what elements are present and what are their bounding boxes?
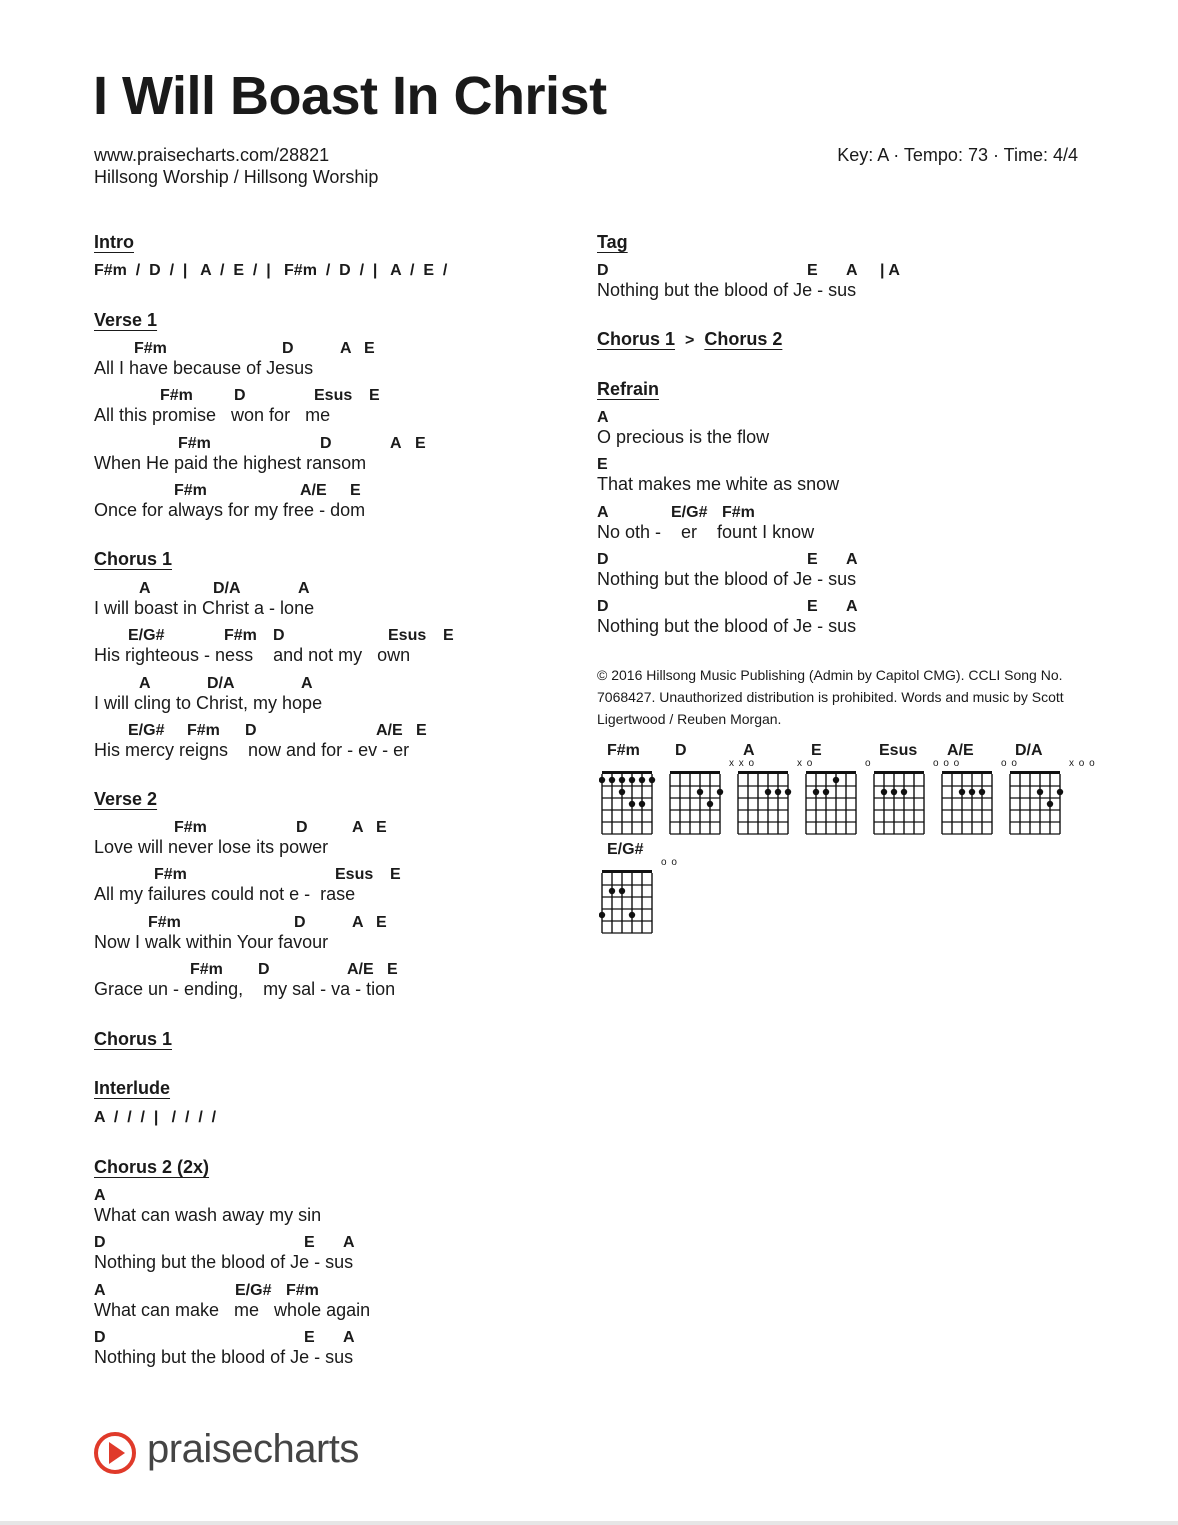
chord-symbol: E/G# <box>128 721 165 739</box>
open-strings-marker: o o o <box>933 758 961 769</box>
title-divider <box>94 125 1078 131</box>
lyric-line: All this promise won for me <box>94 405 331 426</box>
chord-symbol: E/G# <box>671 503 708 521</box>
chord-symbol: A <box>343 1328 355 1346</box>
chord-symbol: A <box>340 340 352 357</box>
section-heading-verse-1: Verse 1 <box>94 310 158 330</box>
lyric-line: Nothing but the blood of Je - sus <box>94 1346 354 1367</box>
chord-symbol: F#m <box>190 960 223 978</box>
finger-dot <box>629 777 635 783</box>
finger-dot <box>765 789 771 795</box>
chord-symbol: E <box>304 1234 315 1252</box>
finger-dot <box>959 789 965 795</box>
chord-symbol: F#m <box>154 866 187 884</box>
chord-symbol: E <box>387 960 398 978</box>
chord-symbol: E <box>416 721 427 739</box>
chord-symbol: D <box>597 262 609 279</box>
chord-symbol: A <box>597 409 609 426</box>
lyric-line: Once for always for my free - dom <box>94 499 366 520</box>
chord-symbol: F#m <box>160 387 193 405</box>
medley-arrow: > <box>685 332 695 349</box>
section-heading-verse-2: Verse 2 <box>94 789 158 809</box>
chord-symbol: E <box>807 550 818 568</box>
bottom-rule <box>0 1521 1178 1525</box>
chord-symbol: A <box>846 598 858 616</box>
chord-symbol: F#m <box>224 627 257 645</box>
chord-symbol: A <box>352 819 364 836</box>
fretboard-icon <box>599 756 659 836</box>
chord-symbol: E <box>369 387 380 405</box>
finger-dot <box>619 777 625 783</box>
chord-symbol: F#m <box>187 721 220 739</box>
lyric-line: What can wash away my sin <box>94 1205 322 1225</box>
chord-diagram-name: A <box>743 742 755 759</box>
chord-symbol: E <box>415 434 426 452</box>
finger-dot <box>1057 789 1063 795</box>
lyric-line: Now I walk within Your favour <box>94 931 329 952</box>
chord-symbol: | A <box>880 262 900 279</box>
lyric-line: That makes me white as snow <box>597 474 840 495</box>
finger-dot <box>833 777 839 783</box>
chord-diagram-name: E/G# <box>607 841 644 858</box>
chord-symbol: A <box>301 674 313 692</box>
chord-symbol: F#m <box>286 1281 319 1299</box>
chord-symbol: A <box>390 434 402 452</box>
lyric-line: All my failures could not e - rase <box>94 884 356 905</box>
chord-symbol: D/A <box>213 580 241 597</box>
chord-symbol: A <box>846 262 858 279</box>
finger-dot <box>1047 801 1053 807</box>
finger-dot <box>1037 789 1043 795</box>
finger-dot <box>649 777 655 783</box>
finger-dot <box>599 777 605 783</box>
chord-symbol: Esus <box>388 627 427 645</box>
chord-diagram-name: A/E <box>947 742 974 759</box>
open-strings-marker: o o <box>1001 758 1018 769</box>
finger-dot <box>639 801 645 807</box>
praisecharts-logo <box>93 1427 359 1477</box>
chord-symbol: F#m <box>174 819 207 836</box>
finger-dot <box>697 789 703 795</box>
fretboard-icon <box>667 756 727 836</box>
finger-dot <box>813 789 819 795</box>
chord-symbol: F#m <box>174 481 207 499</box>
section-heading-intro: Intro <box>94 232 134 252</box>
lyric-line: I will boast in Christ a - lone <box>94 598 315 618</box>
chord-symbol: A <box>298 580 310 597</box>
open-strings-marker: x o <box>797 758 814 769</box>
finger-dot <box>629 801 635 807</box>
chord-symbol: A <box>139 580 151 597</box>
section-heading-tag: Tag <box>597 232 628 252</box>
lyric-line: All I have because of Jesus <box>94 358 314 378</box>
lyric-line: When He paid the highest ransom <box>94 452 367 473</box>
chord-symbol: A <box>597 503 609 521</box>
finger-dot <box>969 789 975 795</box>
chord-symbol: E <box>376 819 387 836</box>
chord-diagram <box>803 742 872 837</box>
finger-dot <box>609 777 615 783</box>
chord-symbol: D <box>245 721 257 739</box>
finger-dot <box>775 789 781 795</box>
chord-symbol: D <box>296 819 308 836</box>
finger-dot <box>629 912 635 918</box>
chord-symbol: A <box>846 550 858 568</box>
finger-dot <box>599 912 605 918</box>
song-title: I Will Boast In Christ <box>93 66 607 126</box>
fretboard-icon <box>1007 756 1067 836</box>
chord-symbol: E <box>597 456 608 474</box>
section-heading-refrain: Refrain <box>597 379 660 399</box>
chord-diagram-name: E <box>811 742 822 759</box>
chord-symbol: D <box>282 340 294 357</box>
chord-symbol: A <box>94 1187 106 1204</box>
chord-symbol: Esus <box>335 866 374 884</box>
section-heading-chorus-2: Chorus 2 (2x) <box>94 1157 210 1177</box>
open-strings-marker: o <box>865 758 872 769</box>
lyric-line: His righteous - ness and not my own <box>94 645 411 666</box>
chord-symbol: Esus <box>314 387 353 405</box>
chord-diagram-name: D <box>675 742 687 759</box>
chord-symbol: D <box>597 550 609 568</box>
chord-diagram-name: F#m <box>607 742 640 759</box>
chord-symbol: D/A <box>207 674 235 692</box>
chord-symbol: F#m <box>178 434 211 452</box>
chord-symbol: D <box>234 387 246 405</box>
chord-symbol: D <box>94 1328 106 1346</box>
chord-symbol: D <box>94 1234 106 1252</box>
song-url: www.praisecharts.com/28821 <box>94 145 330 165</box>
chord-symbol: E <box>807 262 818 279</box>
open-strings-marker: x x o <box>729 758 756 769</box>
lyric-line: What can make me whole again <box>94 1299 371 1320</box>
section-heading-interlude: Interlude <box>94 1078 171 1098</box>
chord-symbol: E <box>350 481 361 499</box>
chord-diagram <box>939 742 1018 837</box>
chord-diagram-name: Esus <box>879 742 918 759</box>
chord-symbol: D <box>273 627 285 645</box>
copyright-notice: © 2016 Hillsong Music Publishing (Admin by Capitol CMG). CCLI Song No. 7068427. Unauthorized distribution is prohibited. Words and music by Scott Ligertwood / Reuben Morgan. <box>597 667 1064 727</box>
chord-diagram <box>1007 742 1096 837</box>
lyric-line: Love will never lose its power <box>94 837 329 857</box>
chord-symbol: F#m <box>722 503 755 521</box>
fretboard-icon <box>735 756 795 836</box>
chord-diagram-name: D/A <box>1015 742 1043 759</box>
brand-name: praisecharts <box>147 1427 359 1471</box>
lyric-line: Nothing but the blood of Je - sus <box>94 1252 354 1273</box>
chord-symbol: A/E <box>376 721 403 739</box>
chord-symbol: F#m <box>134 340 167 357</box>
chord-symbol: E <box>807 598 818 616</box>
chord-symbol: E <box>443 627 454 645</box>
lyric-line: O precious is the flow <box>597 427 770 447</box>
intro-chords: F#m / D / | A / E / | F#m / D / | A / E / <box>94 262 448 279</box>
section-heading-chorus-1-repeat: Chorus 1 <box>94 1029 173 1049</box>
finger-dot <box>717 789 723 795</box>
chord-diagram <box>599 841 678 936</box>
chord-symbol: A <box>94 1281 106 1299</box>
finger-dot <box>619 789 625 795</box>
finger-dot <box>881 789 887 795</box>
section-heading-chorus-1: Chorus 1 <box>94 549 173 569</box>
chord-symbol: A/E <box>300 481 327 499</box>
lyric-line: I will cling to Christ, my hope <box>94 692 323 713</box>
finger-dot <box>979 789 985 795</box>
finger-dot <box>891 789 897 795</box>
chord-symbol: D <box>258 960 270 978</box>
chord-symbol: E <box>390 866 401 884</box>
song-artist: Hillsong Worship / Hillsong Worship <box>94 167 379 187</box>
play-logo-icon <box>93 1429 141 1477</box>
chord-symbol: A <box>352 913 364 931</box>
medley-line <box>597 329 782 350</box>
fretboard-icon <box>599 855 659 935</box>
chord-diagram <box>667 742 756 837</box>
chord-diagram <box>735 742 814 837</box>
finger-dot <box>901 789 907 795</box>
lyric-line: Grace un - ending, my sal - va - tion <box>94 978 396 999</box>
chord-symbol: E <box>304 1328 315 1346</box>
chord-symbol: E/G# <box>128 627 165 645</box>
open-strings-marker: o o <box>661 857 678 868</box>
finger-dot <box>639 777 645 783</box>
medley-first: Chorus 1 <box>597 329 676 349</box>
chord-symbol: E/G# <box>235 1281 272 1299</box>
chord-symbol: D <box>294 913 306 931</box>
chord-symbol: E <box>364 340 375 357</box>
finger-dot <box>609 888 615 894</box>
open-strings-marker: x o o <box>1069 758 1096 769</box>
lyric-line: Nothing but the blood of Je - sus <box>597 280 857 300</box>
interlude-chords: A / / / | / / / / <box>94 1109 217 1126</box>
fretboard-icon <box>939 756 999 836</box>
chord-symbol: F#m <box>148 913 181 931</box>
lyric-line: Nothing but the blood of Je - sus <box>597 568 857 589</box>
finger-dot <box>823 789 829 795</box>
chord-symbol: D <box>320 434 332 452</box>
chord-diagram <box>599 742 659 837</box>
lyric-line: Nothing but the blood of Je - sus <box>597 616 857 637</box>
finger-dot <box>619 888 625 894</box>
medley-second: Chorus 2 <box>704 329 783 349</box>
finger-dot <box>785 789 791 795</box>
chord-symbol: E <box>376 913 387 931</box>
lyric-line: No oth - er fount I know <box>597 521 815 542</box>
chord-symbol: A/E <box>347 960 374 978</box>
fretboard-icon <box>803 756 863 836</box>
finger-dot <box>707 801 713 807</box>
fretboard-icon <box>871 756 931 836</box>
chord-symbol: A <box>139 674 151 692</box>
chord-symbol: A <box>343 1234 355 1252</box>
chord-symbol: D <box>597 598 609 616</box>
song-meta: Key: A · Tempo: 73 · Time: 4/4 <box>837 145 1078 165</box>
lyric-line: His mercy reigns now and for - ev - er <box>94 739 410 760</box>
